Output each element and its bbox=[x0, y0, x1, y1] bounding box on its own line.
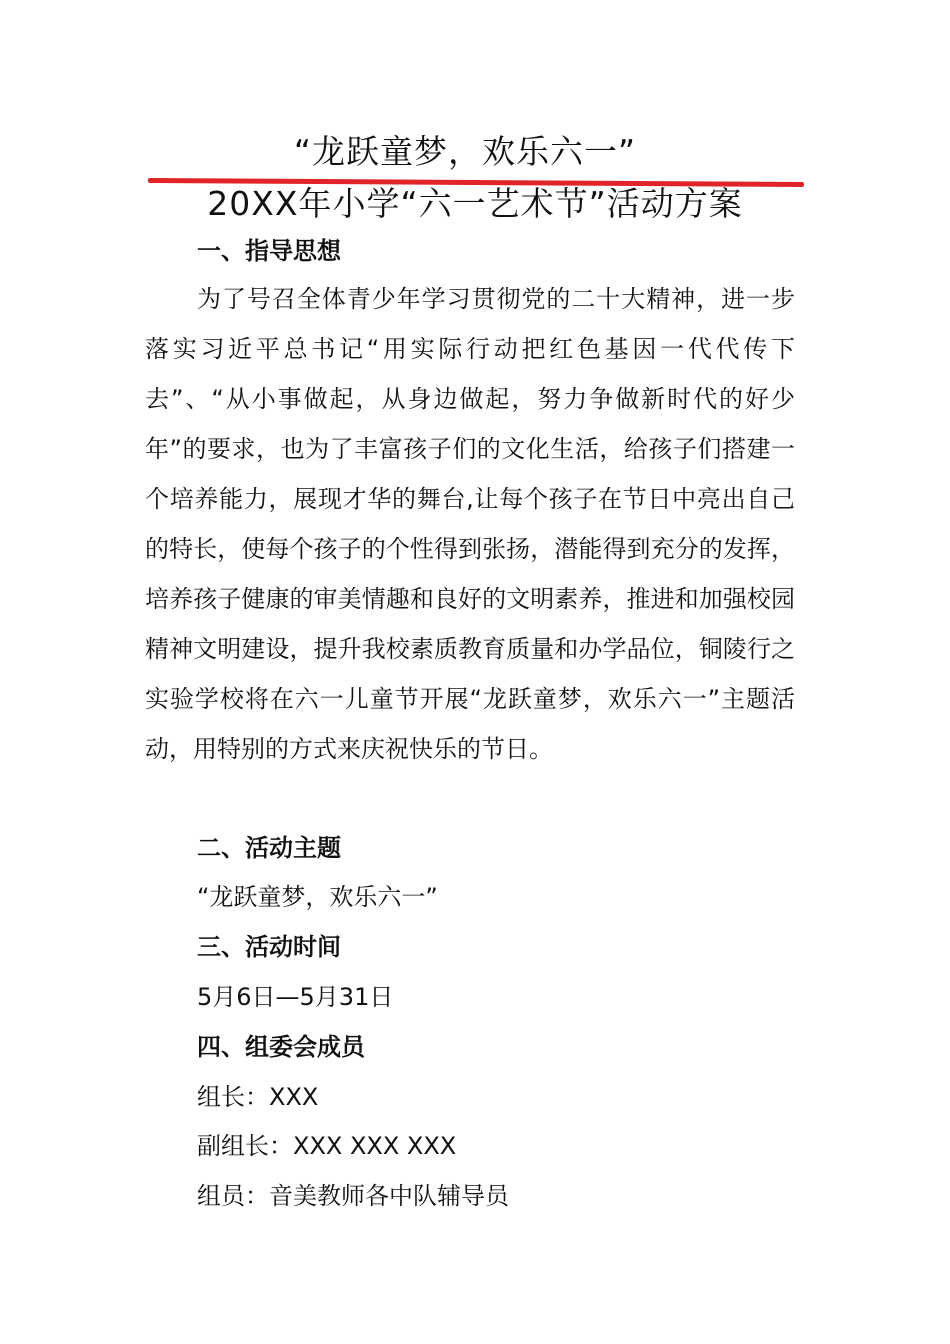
section-heading-time: 三、活动时间 bbox=[197, 933, 341, 961]
document-title-line2: 20XX年小学“六一艺术节”活动方案 bbox=[207, 184, 743, 223]
section-body-guiding: 为了号召全体青少年学习贯彻党的二十大精神，进一步落实习近平总书记“用实际行动把红色基因一代代传下去”、“从小事做起，从身边做起，努力争做新时代的好少年”的要求，也为了丰富孩子们的文化生活，给孩子们搭建一个培养能力，展现才华的舞台,让每个孩子在节日中亮出自己的特长，使每个孩子的个性得到张扬，潜能得到充分的发挥，培养孩子健康的审美情趣和良好的文明素养，推进和加强校园精神文明建设，提升我校素质教育质量和办学品位，铜陵行之实验学校将在六一儿童节开展“龙跃童梦，欢乐六一”主题活动，用特别的方式来庆祝快乐的节日。 bbox=[145, 285, 795, 763]
committee-members: 组员：音美教师各中队辅导员 bbox=[197, 1182, 509, 1210]
committee-leader: 组长：XXX bbox=[197, 1083, 319, 1111]
section-heading-committee: 四、组委会成员 bbox=[197, 1033, 365, 1061]
committee-deputy: 副组长：XXX XXX XXX bbox=[197, 1132, 457, 1160]
section-heading-theme: 二、活动主题 bbox=[197, 834, 341, 862]
section-body-theme: “龙跃童梦，欢乐六一” bbox=[197, 883, 438, 911]
document-title-line1: “龙跃童梦，欢乐六一” bbox=[293, 132, 637, 171]
section-body-time: 5月6日—5月31日 bbox=[197, 983, 394, 1011]
section-heading-guiding: 一、指导思想 bbox=[197, 237, 341, 265]
